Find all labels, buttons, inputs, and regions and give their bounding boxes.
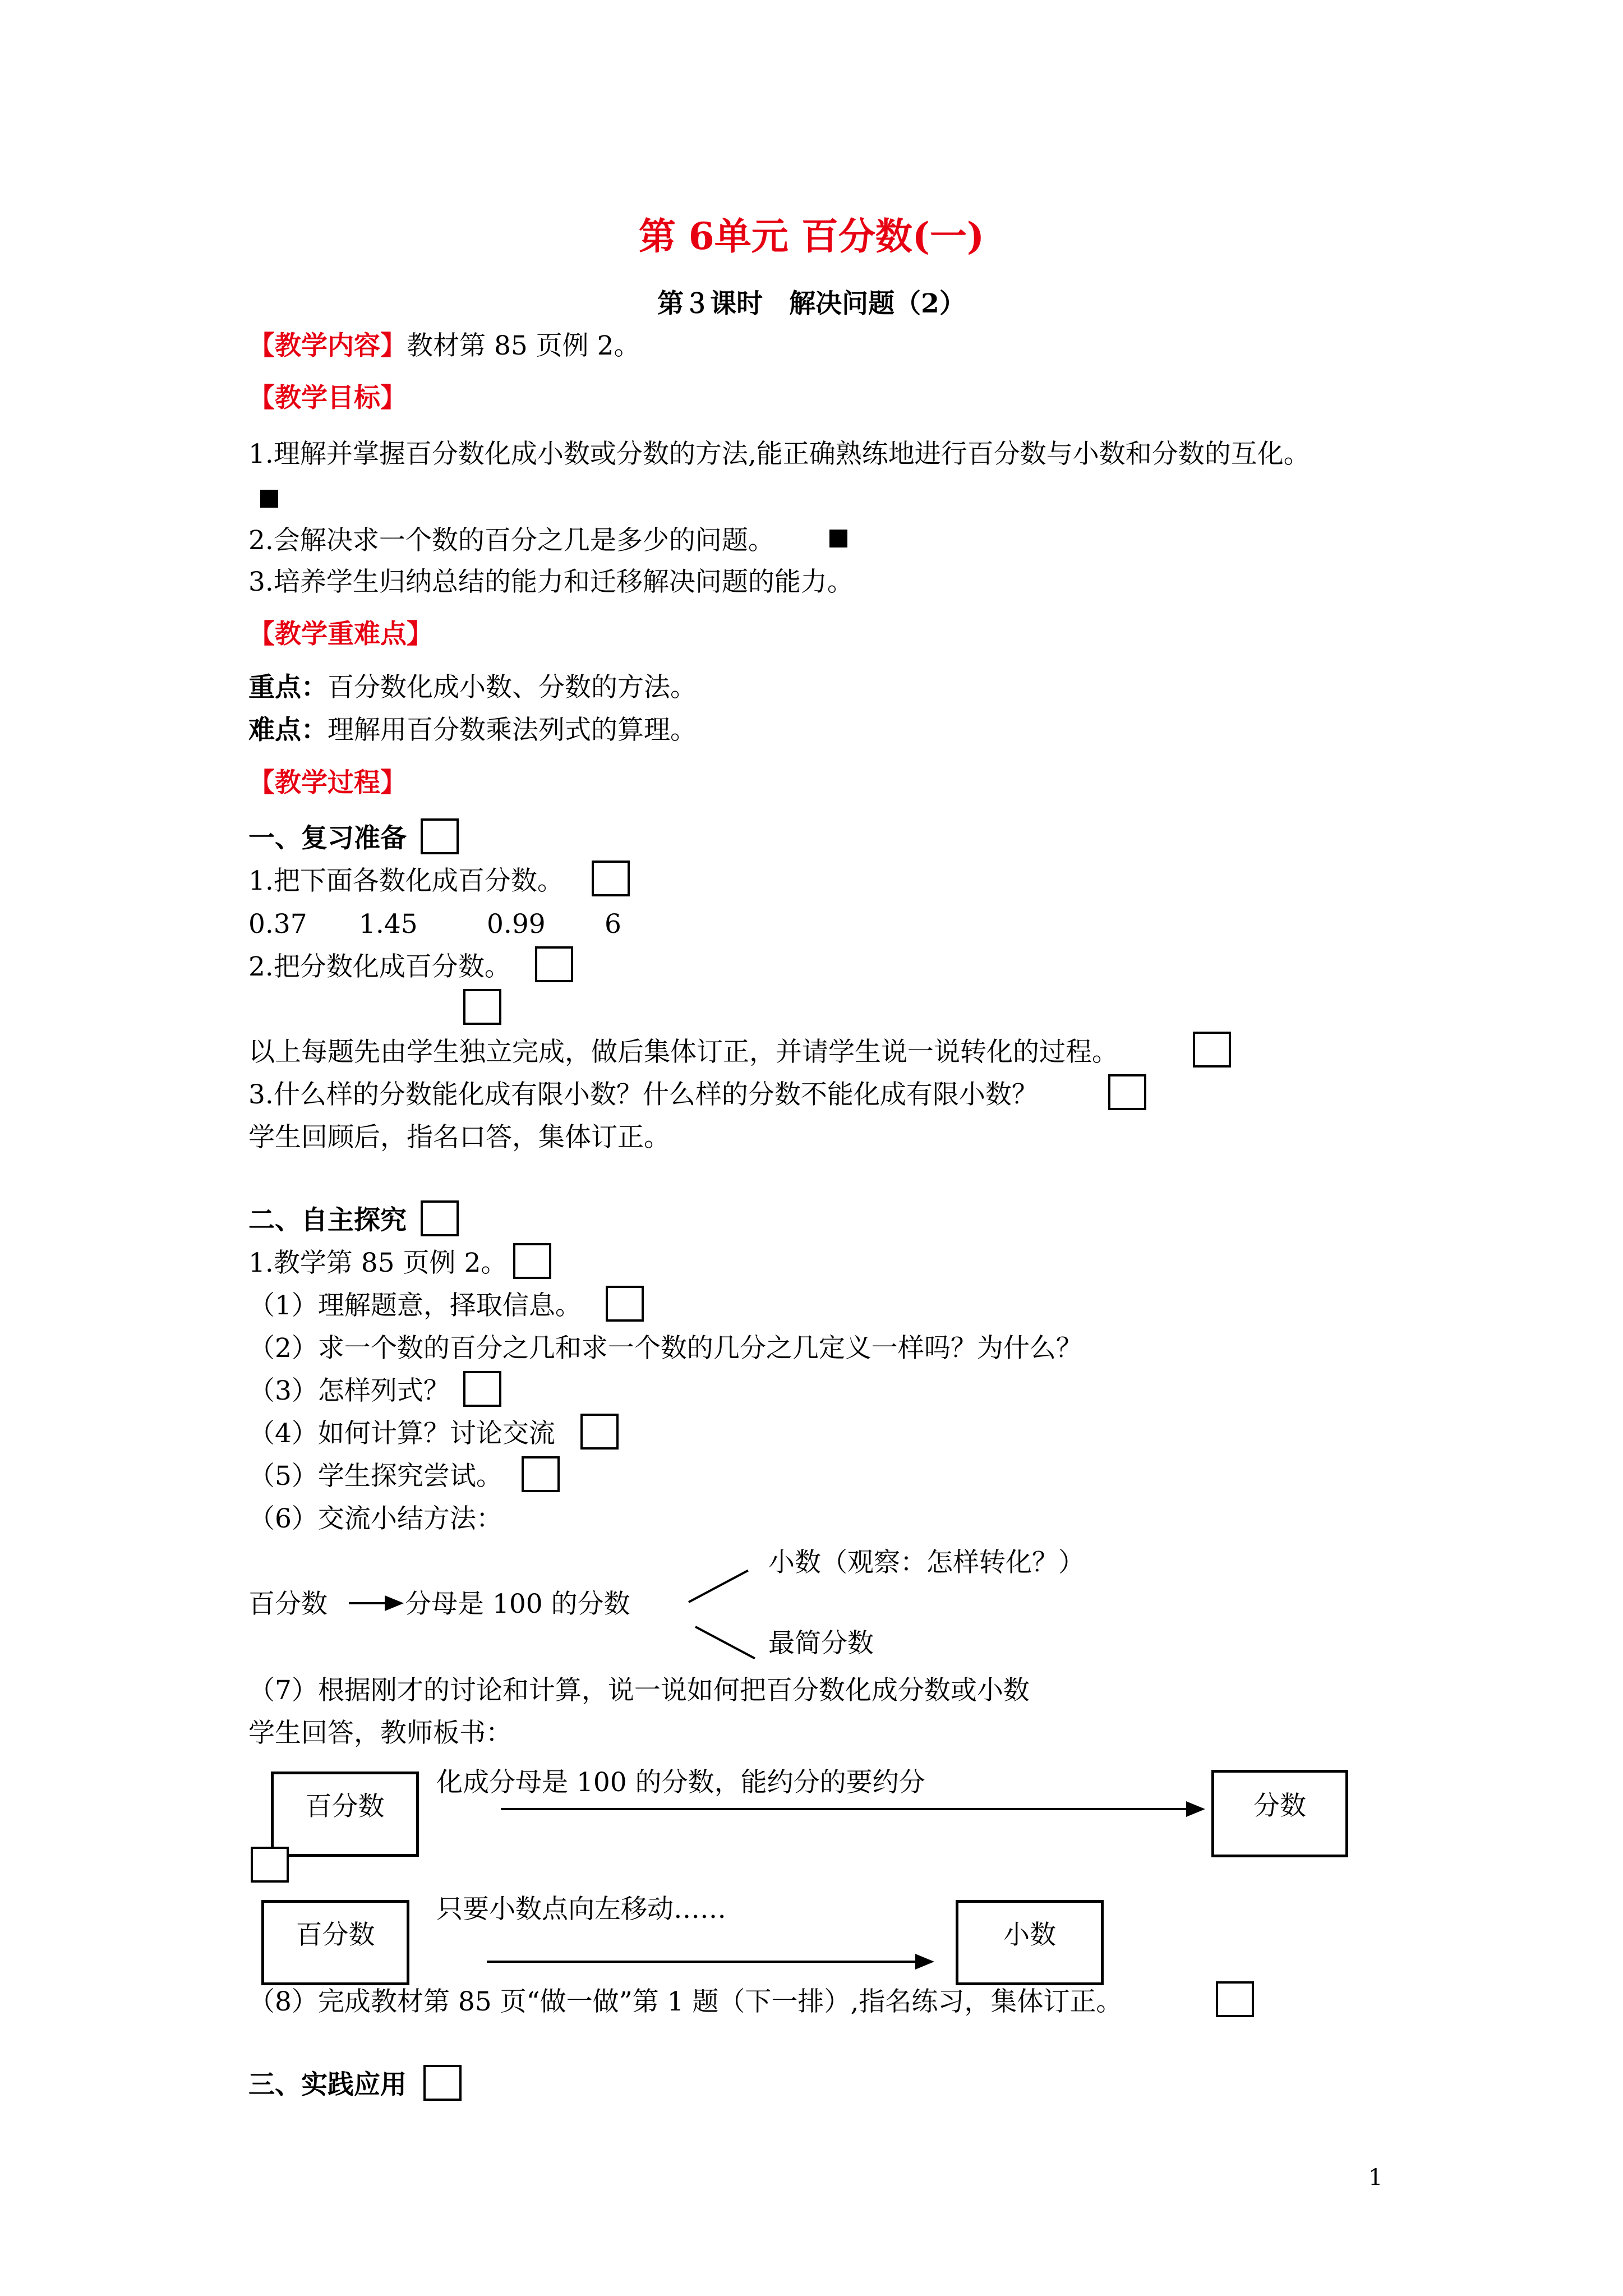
arrow-right-icon <box>385 1595 404 1611</box>
goal-item-2: 2.会解决求一个数的百分之几是多少的问题。 <box>248 525 774 556</box>
section1-q1: 1.把下面各数化成百分数。 <box>248 866 564 896</box>
diagram-start: 百分数 <box>248 1589 328 1619</box>
diagram-lower: 最简分数 <box>768 1628 874 1659</box>
number-3: 0.99 <box>487 909 546 940</box>
difficulty-text: 理解用百分数乘法列式的算理。 <box>328 715 697 746</box>
arrow-right-icon <box>915 1954 934 1970</box>
step-8: （8）完成教材第 85 页“做一做”第 1 题（下一排）,指名练习，集体订正。 <box>248 1986 1123 2017</box>
section2-item1: 1.教学第 85 页例 2。 <box>248 1248 508 1278</box>
section1-answer: 学生回顾后，指名口答，集体订正。 <box>248 1122 670 1153</box>
section1-note: 以上每题先由学生独立完成，做后集体订正，并请学生说一说转化的过程。 <box>248 1037 1118 1068</box>
number-1: 0.37 <box>248 909 307 940</box>
checkbox[interactable] <box>1108 1074 1146 1110</box>
difficulty-label: 难点： <box>248 715 328 746</box>
step-4: （4）如何计算？讨论交流 <box>248 1418 555 1449</box>
flow2-label: 只要小数点向左移动…… <box>436 1894 726 1925</box>
keypoints-label: 【教学重难点】 <box>248 619 433 650</box>
branch-line-lower <box>695 1626 755 1659</box>
process-label: 【教学过程】 <box>248 767 407 798</box>
checkbox[interactable] <box>251 1847 289 1883</box>
branch-line-upper <box>688 1570 749 1603</box>
checkbox[interactable] <box>421 1200 459 1236</box>
step-2: （2）求一个数的百分之几和求一个数的几分之几定义一样吗？为什么？ <box>248 1333 1082 1364</box>
flow2-to-box <box>956 1900 1104 1985</box>
focus-label: 重点： <box>248 672 328 703</box>
flow1-arrow-line <box>501 1808 1189 1810</box>
difficulty-row <box>248 715 697 746</box>
flow1-from-box <box>271 1772 419 1857</box>
flow1-from-label: 百分数 <box>305 1791 385 1822</box>
square-bullet-icon <box>829 530 847 547</box>
arrow-line <box>349 1602 388 1604</box>
diagram-upper: 小数（观察：怎样转化？） <box>768 1547 1085 1578</box>
lesson-subtitle: 第３课时 解决问题（2） <box>657 288 966 319</box>
section1-q2: 2.把分数化成百分数。 <box>248 951 511 982</box>
checkbox[interactable] <box>522 1456 560 1492</box>
page-title: 第 6单元 百分数(一) <box>638 214 985 258</box>
page-number: 1 <box>1368 2165 1383 2191</box>
diagram-middle: 分母是 100 的分数 <box>405 1589 630 1619</box>
step-7: （7）根据刚才的讨论和计算，说一说如何把百分数化成分数或小数 <box>248 1675 1030 1706</box>
flow2-to-label: 小数 <box>1003 1920 1056 1950</box>
number-2: 1.45 <box>359 909 418 940</box>
content-label: 【教学内容】 <box>248 330 407 361</box>
focus-row <box>248 674 697 701</box>
content-row <box>248 330 640 361</box>
step-5: （5）学生探究尝试。 <box>248 1461 502 1492</box>
flow2-from-box <box>261 1900 409 1985</box>
board-intro: 学生回答，教师板书： <box>248 1718 512 1749</box>
number-4: 6 <box>605 909 621 940</box>
section2-heading: 二、自主探究 <box>248 1205 407 1236</box>
goals-label: 【教学目标】 <box>248 383 407 413</box>
checkbox[interactable] <box>513 1243 551 1279</box>
step-6: （6）交流小结方法： <box>248 1503 502 1534</box>
checkbox[interactable] <box>463 1371 501 1407</box>
flow1-to-box <box>1211 1770 1348 1857</box>
flow1-to-label: 分数 <box>1253 1791 1306 1821</box>
checkbox[interactable] <box>535 946 573 982</box>
step-1: （1）理解题意，择取信息。 <box>248 1290 582 1321</box>
content-text: 教材第 85 页例 2。 <box>407 330 640 361</box>
section1-heading: 一、复习准备 <box>248 823 407 854</box>
checkbox[interactable] <box>463 989 501 1025</box>
checkbox[interactable] <box>421 818 459 854</box>
section3-heading: 三、实践应用 <box>248 2069 407 2100</box>
flow2-arrow-line <box>487 1961 919 1963</box>
checkbox[interactable] <box>606 1286 644 1322</box>
flow2-from-label: 百分数 <box>296 1920 375 1950</box>
goal-item-3: 3.培养学生归纳总结的能力和迁移解决问题的能力。 <box>248 567 854 597</box>
flow1-label: 化成分母是 100 的分数，能约分的要约分 <box>436 1767 925 1798</box>
section1-q3: 3.什么样的分数能化成有限小数？什么样的分数不能化成有限小数？ <box>248 1079 1038 1110</box>
checkbox[interactable] <box>1193 1032 1231 1068</box>
checkbox[interactable] <box>423 2065 462 2101</box>
step-3: （3）怎样列式？ <box>248 1375 450 1406</box>
checkbox[interactable] <box>580 1414 619 1450</box>
square-bullet-icon <box>260 490 278 508</box>
checkbox[interactable] <box>592 861 630 896</box>
checkbox[interactable] <box>1216 1981 1254 2017</box>
focus-text: 百分数化成小数、分数的方法。 <box>328 672 697 703</box>
arrow-right-icon <box>1186 1801 1205 1817</box>
goal-item-1: 1.理解并掌握百分数化成小数或分数的方法,能正确熟练地进行百分数与小数和分数的互化。 <box>248 439 1310 470</box>
